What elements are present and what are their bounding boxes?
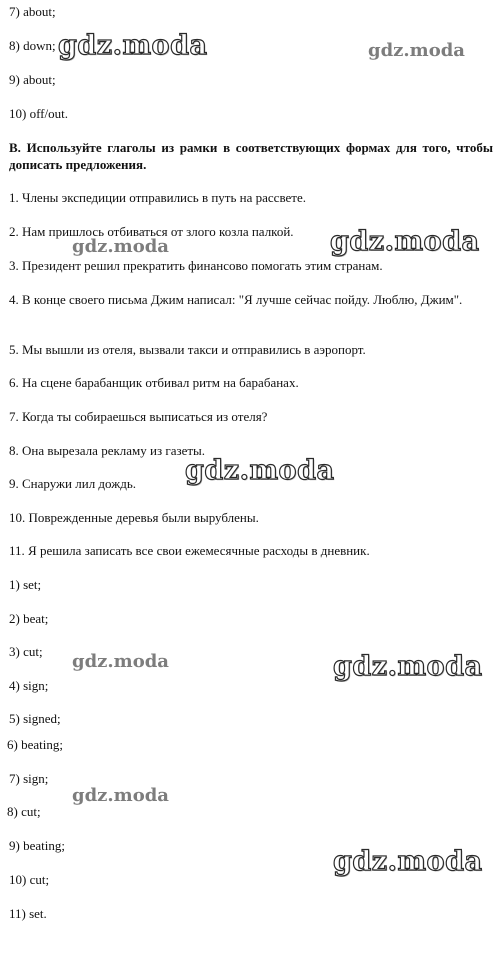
watermark: gdz.moda bbox=[58, 30, 208, 61]
watermark: gdz.moda bbox=[368, 40, 465, 61]
sentence-9: 9. Снаружи лил дождь. bbox=[9, 476, 136, 491]
answer-b-5: 5) signed; bbox=[9, 711, 61, 726]
sentence-1: 1. Члены экспедиции отправились в путь на рассвете. bbox=[9, 190, 306, 205]
answer-b-8: 8) cut; bbox=[7, 804, 41, 819]
answer-a-10: 10) off/out. bbox=[9, 106, 68, 121]
answer-a-9: 9) about; bbox=[9, 72, 56, 87]
answer-b-3: 3) cut; bbox=[9, 644, 43, 659]
answer-b-11: 11) set. bbox=[9, 906, 47, 921]
watermark: gdz.moda bbox=[185, 455, 335, 486]
watermark: gdz.moda bbox=[72, 651, 169, 672]
sentence-2: 2. Нам пришлось отбиваться от злого козла палкой. bbox=[9, 224, 294, 239]
sentence-4: 4. В конце своего письма Джим написал: "Я лучше сейчас пойду. Люблю, Джим". bbox=[9, 292, 463, 307]
answer-b-10: 10) cut; bbox=[9, 872, 50, 887]
sentence-11: 11. Я решила записать все свои ежемесячные расходы в дневник. bbox=[9, 543, 370, 558]
answer-a-8: 8) down; bbox=[9, 38, 56, 53]
sentence-8: 8. Она вырезала рекламу из газеты. bbox=[9, 443, 206, 458]
watermark: gdz.moda bbox=[333, 651, 483, 682]
sentence-10: 10. Поврежденные деревья были вырублены. bbox=[9, 510, 259, 525]
answer-b-6: 6) beating; bbox=[7, 737, 63, 752]
answer-b-7: 7) sign; bbox=[9, 771, 49, 786]
answer-a-7: 7) about; bbox=[9, 4, 56, 19]
answer-b-1: 1) set; bbox=[9, 577, 42, 592]
answer-b-9: 9) beating; bbox=[9, 838, 65, 853]
sentence-7: 7. Когда ты собираешься выписаться из отеля? bbox=[9, 409, 268, 424]
watermark: gdz.moda bbox=[333, 846, 483, 877]
sentence-5: 5. Мы вышли из отеля, вызвали такси и отправились в аэропорт. bbox=[9, 342, 366, 357]
sentence-6: 6. На сцене барабанщик отбивал ритм на барабанах. bbox=[9, 375, 299, 390]
watermark: gdz.moda bbox=[330, 226, 480, 257]
watermark: gdz.moda bbox=[72, 236, 169, 257]
sentence-3: 3. Президент решил прекратить финансово помогать этим странам. bbox=[9, 258, 383, 273]
answer-b-2: 2) beat; bbox=[9, 611, 49, 626]
watermark: gdz.moda bbox=[72, 785, 169, 806]
section-b-heading: B. Используйте глаголы из рамки в соответствующих формах для того, чтобы дописать предложения. bbox=[9, 140, 493, 172]
answer-b-4: 4) sign; bbox=[9, 678, 49, 693]
